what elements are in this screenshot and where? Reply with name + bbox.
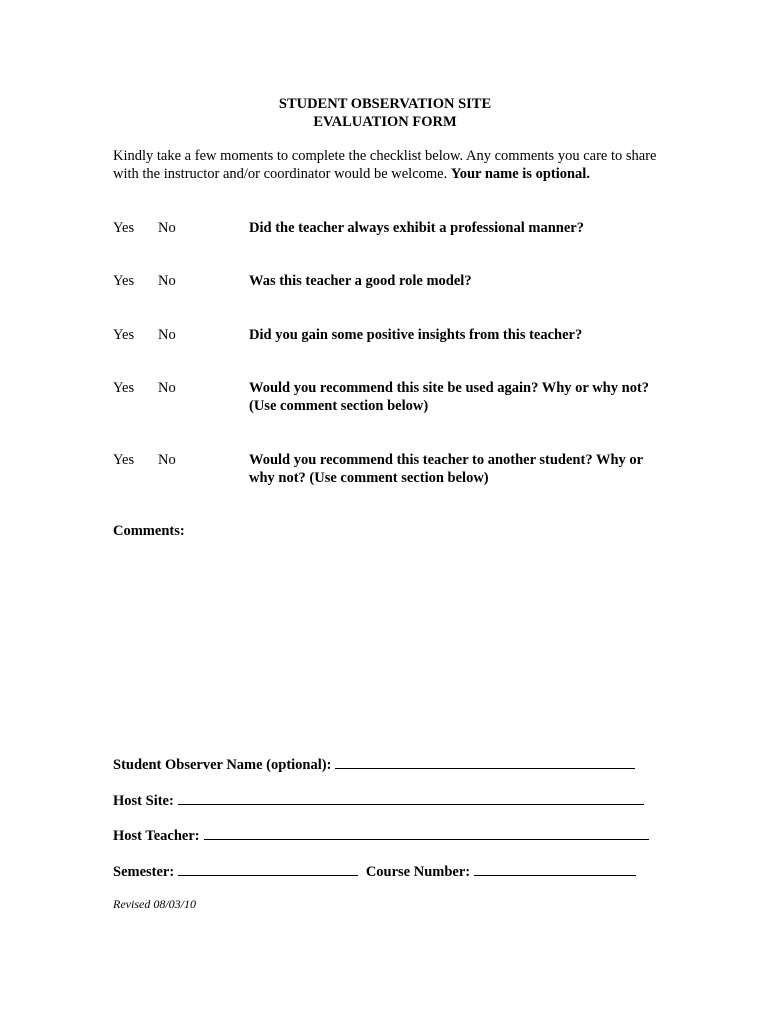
yes-option[interactable]: Yes <box>113 327 135 343</box>
host-site-field <box>113 790 644 810</box>
question-text: Did you gain some positive insights from this teacher? <box>249 327 583 343</box>
yes-option[interactable]: Yes <box>113 452 135 468</box>
no-option[interactable]: No <box>158 273 176 289</box>
course-number-line[interactable] <box>474 861 636 876</box>
host-teacher-field <box>113 825 649 845</box>
no-option[interactable]: No <box>158 327 176 343</box>
comments-label: Comments: <box>113 523 185 539</box>
question-text: Was this teacher a good role model? <box>249 273 472 289</box>
semester-course-field <box>113 861 636 881</box>
host-site-line[interactable] <box>178 790 644 805</box>
no-option[interactable]: No <box>158 380 176 396</box>
host-site-label: Host Site: <box>113 793 174 809</box>
yes-option[interactable]: Yes <box>113 380 135 396</box>
semester-line[interactable] <box>178 861 358 876</box>
semester-label: Semester: <box>113 864 175 880</box>
observer-name-field <box>113 754 635 774</box>
course-number-label: Course Number: <box>365 864 471 880</box>
form-title-line2: EVALUATION FORM <box>313 114 457 130</box>
host-teacher-line[interactable] <box>204 825 649 840</box>
no-option[interactable]: No <box>158 452 176 468</box>
observer-name-line[interactable] <box>335 754 635 769</box>
question-text: Would you recommend this teacher to another student? Why or why not? (Use comment section below) <box>249 452 643 486</box>
yes-option[interactable]: Yes <box>113 273 135 289</box>
question-text: Would you recommend this site be used again? Why or why not? (Use comment section below) <box>249 380 650 414</box>
yes-option[interactable]: Yes <box>113 220 135 236</box>
question-text: Did the teacher always exhibit a professional manner? <box>249 220 584 236</box>
intro-paragraph <box>113 147 673 183</box>
name-optional-note: Your name is optional. <box>450 166 590 182</box>
host-teacher-label: Host Teacher: <box>113 828 200 844</box>
intro-text: Kindly take a few moments to complete the checklist below. Any comments you care to share with the instructor and/or coordinator would be welcome. <box>113 148 657 182</box>
observer-name-label: Student Observer Name (optional): <box>113 757 332 773</box>
no-option[interactable]: No <box>158 220 176 236</box>
form-title-line1: STUDENT OBSERVATION SITE <box>278 96 492 112</box>
revised-date: Revised 08/03/10 <box>113 897 196 911</box>
